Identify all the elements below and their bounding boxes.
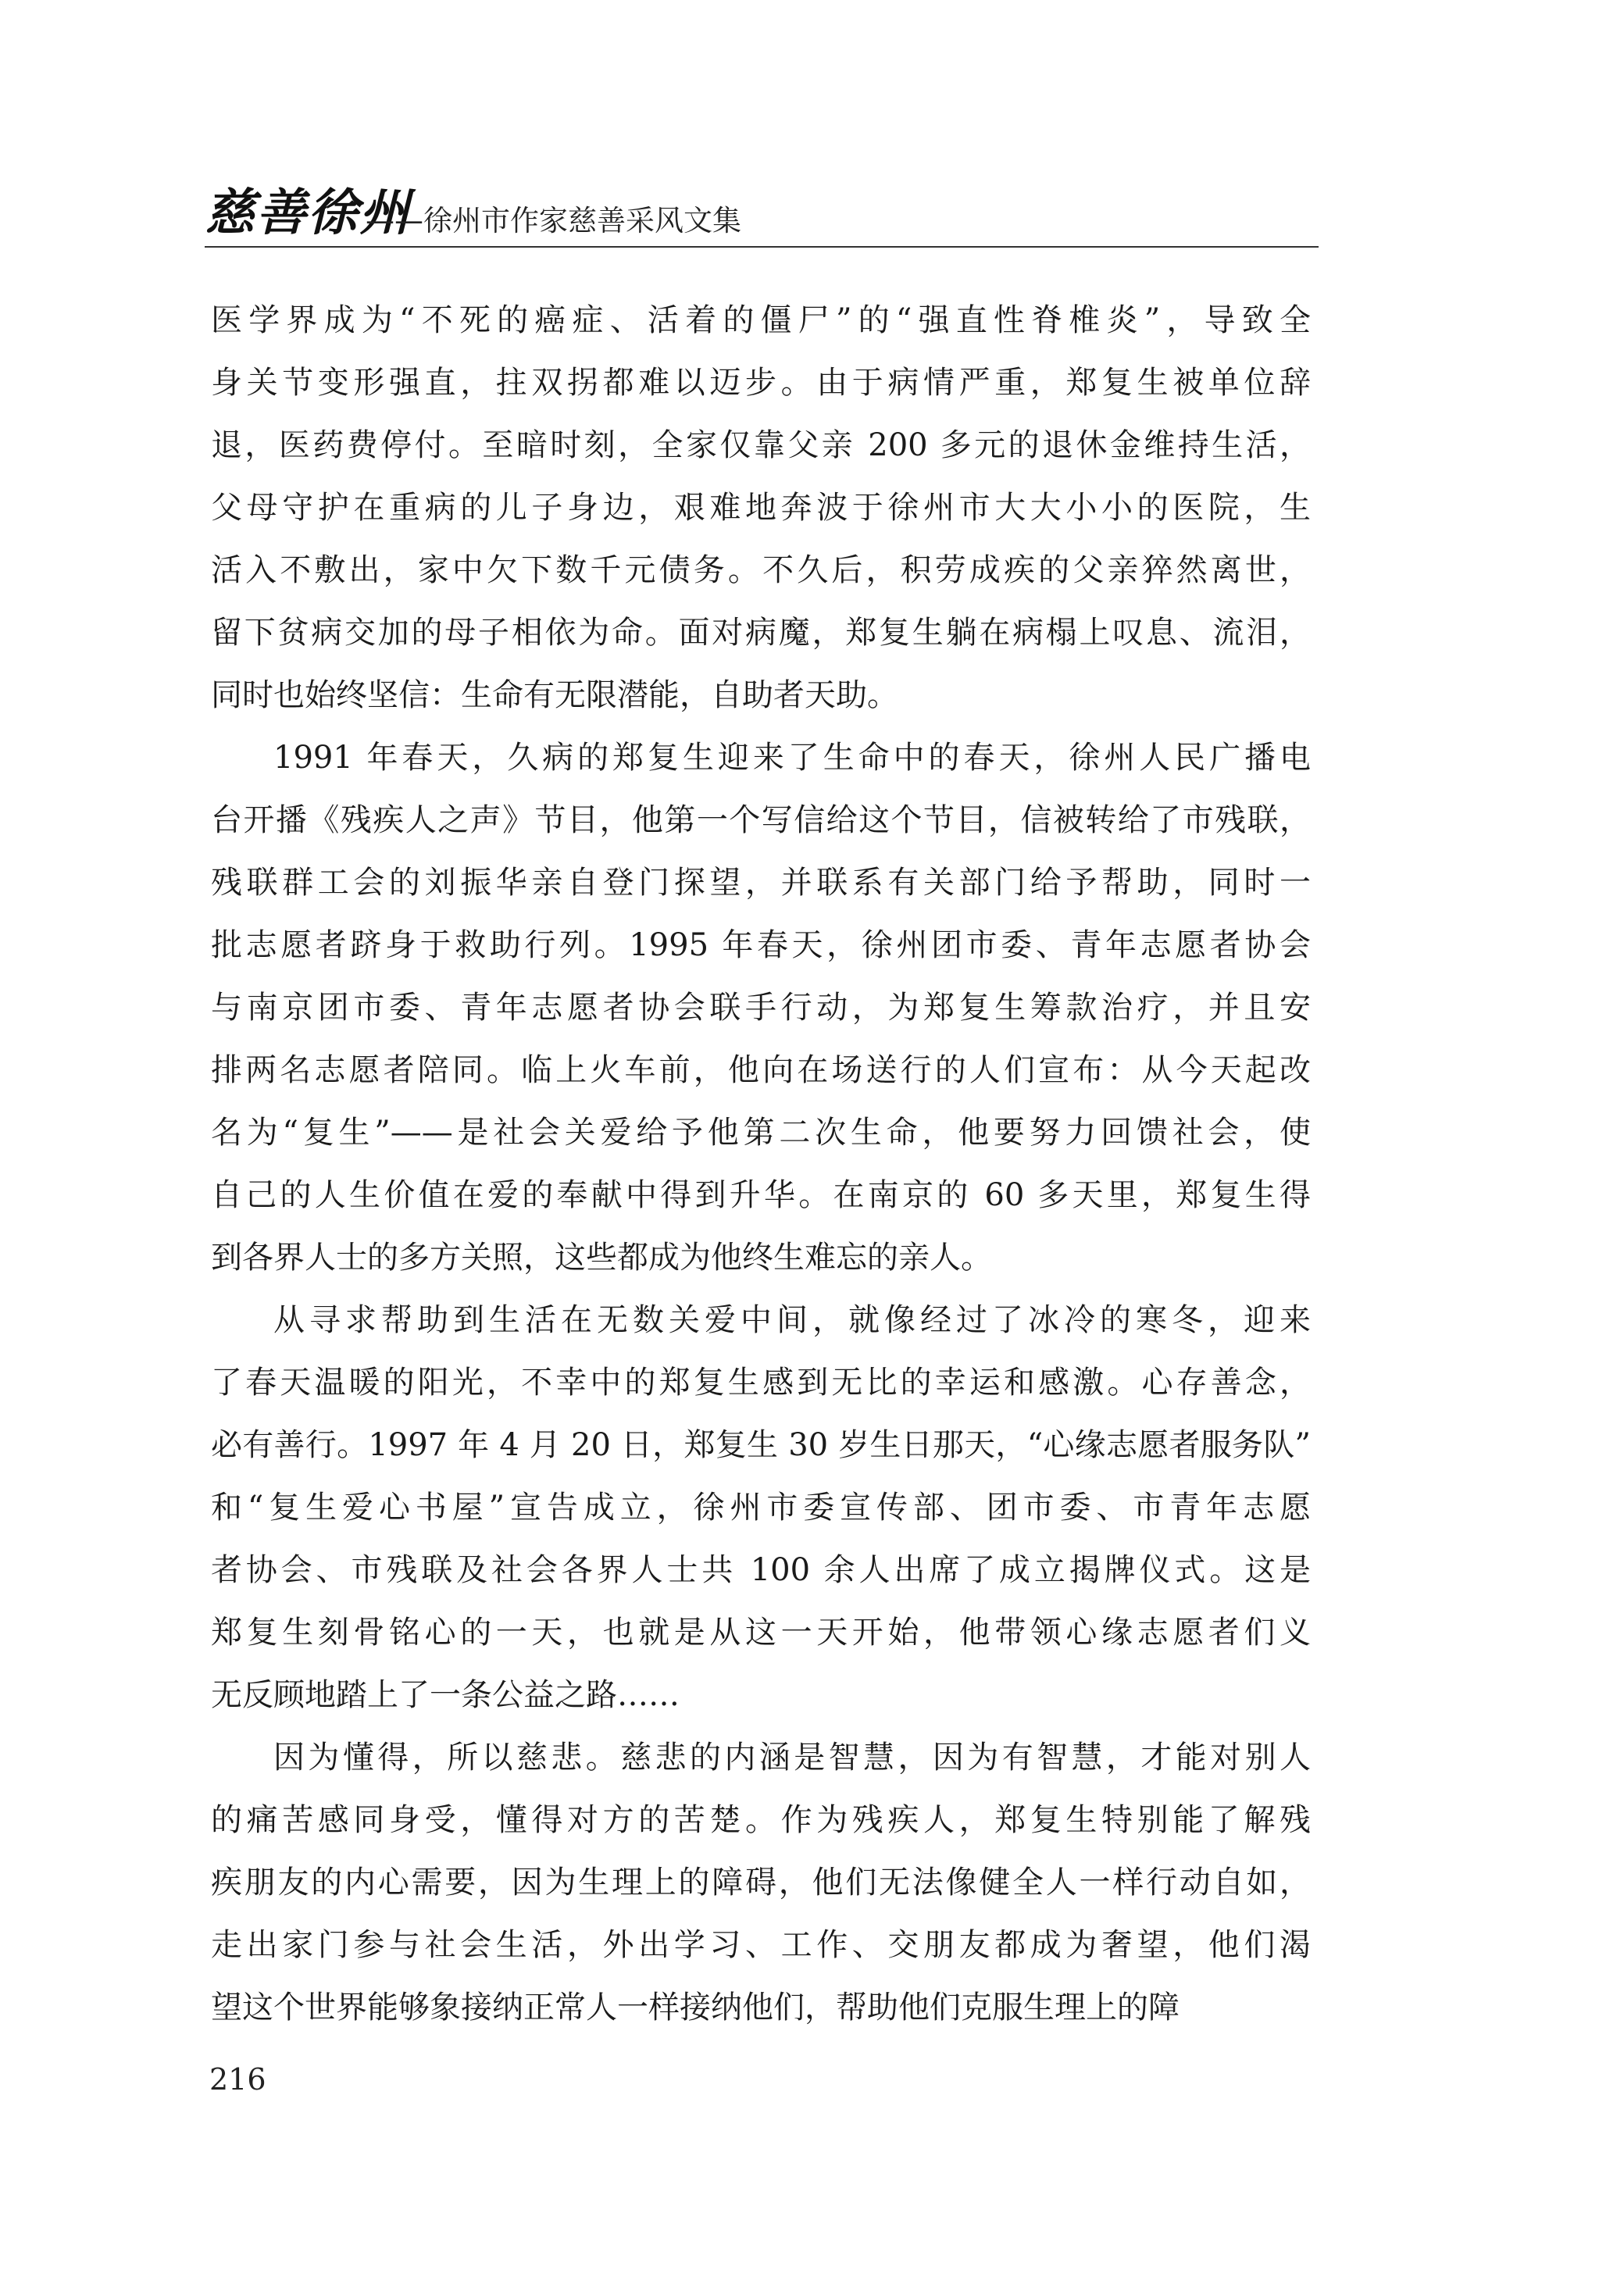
paragraph-line: 的痛苦感同身受，懂得对方的苦楚。作为残疾人，郑复生特别能了解残 (211, 1802, 1311, 1838)
paragraph-line: 名为“复生”——是社会关爱给予他第二次生命，他要努力回馈社会，使 (211, 1115, 1311, 1151)
paragraph-line: 身关节变形强直，拄双拐都难以迈步。由于病情严重，郑复生被单位辞 (211, 365, 1311, 401)
book-subtitle: ——徐州市作家慈善采风文集 (366, 204, 741, 237)
running-head (205, 186, 1319, 250)
paragraph-line: 批志愿者跻身于救助行列。1995 年春天，徐州团市委、青年志愿者协会 (211, 927, 1311, 963)
paragraph-line: 残联群工会的刘振华亲自登门探望，并联系有关部门给予帮助，同时一 (211, 865, 1311, 901)
paragraph-line: 父母守护在重病的儿子身边，艰难地奔波于徐州市大大小小的医院，生 (211, 490, 1311, 526)
paragraph-line: 了春天温暖的阳光，不幸中的郑复生感到无比的幸运和感激。心存善念， (211, 1365, 1311, 1401)
paragraph-line: 1991 年春天，久病的郑复生迎来了生命中的春天，徐州人民广播电 (273, 740, 1311, 776)
paragraph-line: 和“复生爱心书屋”宣告成立，徐州市委宣传部、团市委、市青年志愿 (211, 1490, 1311, 1526)
book-series-logo: 慈善徐州 (205, 184, 411, 242)
paragraph-line: 退，医药费停付。至暗时刻，全家仅靠父亲 200 多元的退休金维持生活， (211, 427, 1311, 463)
paragraph (211, 289, 1311, 726)
paragraph-line: 无反顾地踏上了一条公益之路…… (211, 1677, 680, 1713)
paragraph-line: 活入不敷出，家中欠下数千元债务。不久后，积劳成疾的父亲猝然离世， (211, 552, 1311, 588)
paragraph-line: 郑复生刻骨铭心的一天，也就是从这一天开始，他带领心缘志愿者们义 (211, 1615, 1311, 1651)
paragraph-line: 留下贫病交加的母子相依为命。面对病魔，郑复生躺在病榻上叹息、流泪， (211, 615, 1311, 651)
paragraph-line: 从寻求帮助到生活在无数关爱中间，就像经过了冰冷的寒冬，迎来 (273, 1302, 1311, 1338)
paragraph-line: 台开播《残疾人之声》节目，他第一个写信给这个节目，信被转给了市残联， (211, 802, 1311, 838)
paragraph-line: 排两名志愿者陪同。临上火车前，他向在场送行的人们宣布：从今天起改 (211, 1052, 1311, 1088)
body-text (211, 289, 1311, 2039)
paragraph-line: 同时也始终坚信：生命有无限潜能，自助者天助。 (211, 677, 898, 713)
paragraph-line: 必有善行。1997 年 4 月 20 日，郑复生 30 岁生日那天，“心缘志愿者服务队” (211, 1427, 1311, 1463)
paragraph (211, 726, 1311, 1289)
header-rule (205, 246, 1319, 248)
paragraph-line: 到各界人士的多方关照，这些都成为他终生难忘的亲人。 (211, 1240, 992, 1276)
page-number: 216 (209, 2062, 266, 2097)
paragraph-line: 走出家门参与社会生活，外出学习、工作、交朋友都成为奢望，他们渴 (211, 1927, 1311, 1963)
paragraph-line: 与南京团市委、青年志愿者协会联手行动，为郑复生筹款治疗，并且安 (211, 990, 1311, 1026)
paragraph (211, 1726, 1311, 2039)
paragraph-line: 因为懂得，所以慈悲。慈悲的内涵是智慧，因为有智慧，才能对别人 (273, 1740, 1311, 1776)
paragraph-line: 疾朋友的内心需要，因为生理上的障碍，他们无法像健全人一样行动自如， (211, 1865, 1311, 1901)
paragraph-line: 者协会、市残联及社会各界人士共 100 余人出席了成立揭牌仪式。这是 (211, 1552, 1311, 1588)
paragraph-line: 医学界成为“不死的癌症、活着的僵尸”的“强直性脊椎炎”，导致全 (211, 302, 1311, 338)
paragraph (211, 1289, 1311, 1726)
paragraph-line: 自己的人生价值在爱的奉献中得到升华。在南京的 60 多天里，郑复生得 (211, 1177, 1311, 1213)
paragraph-line: 望这个世界能够象接纳正常人一样接纳他们，帮助他们克服生理上的障 (211, 1990, 1180, 2026)
